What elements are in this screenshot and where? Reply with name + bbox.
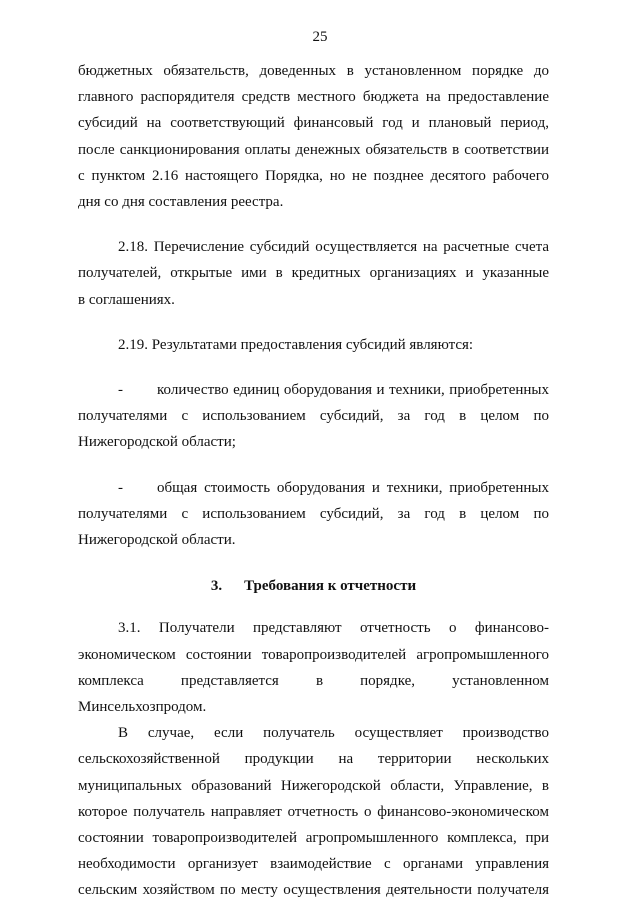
text-line: 2.18. Перечисление субсидий осуществляется на расчетные счета	[118, 239, 549, 256]
list-item-quantity	[78, 377, 549, 456]
text-line: получателями с использованием субсидий, за год в целом по	[78, 505, 549, 522]
paragraph-3-1	[78, 615, 549, 720]
text-line: с пунктом 2.16 настоящего Порядка, но не позднее десятого рабочего	[78, 167, 549, 184]
text-line: Минсельхозпродом.	[78, 699, 207, 716]
text-line: которое получатель направляет отчетность о финансово-экономическом	[78, 803, 549, 820]
text-line: 3.1. Получатели представляют отчетность о финансово-	[118, 620, 549, 637]
text-line: сельскохозяйственной продукции на территории нескольких	[78, 751, 549, 768]
text-line: получателей, открытые ими в кредитных организациях и указанные	[78, 265, 549, 282]
text-line: муниципальных образований Нижегородской области, Управление, в	[78, 777, 549, 794]
text-line: главного распорядителя средств местного бюджета на предоставление	[78, 89, 549, 106]
section-title: Требования к отчетности	[244, 578, 417, 595]
text-line: комплекса представляется в порядке, установленном	[78, 672, 549, 689]
text-line: общая стоимость оборудования и техники, приобретенных	[157, 479, 549, 496]
bullet-dash: -	[118, 479, 123, 496]
text-line: после санкционирования оплаты денежных обязательств в соответствии	[78, 141, 549, 158]
section-number: 3.	[210, 578, 223, 595]
text-line: Нижегородской области;	[78, 434, 236, 451]
document-body	[78, 58, 549, 904]
text-line: состоянии товаропроизводителей агропромышленного комплекса, при	[78, 830, 549, 847]
paragraph-2-18	[78, 234, 549, 313]
text-line: получателями с использованием субсидий, за год в целом по	[78, 408, 549, 425]
list-item-total-cost	[78, 475, 549, 554]
text-line: бюджетных обязательств, доведенных в установленном порядке до	[78, 63, 549, 79]
text-line: в соглашениях.	[78, 291, 175, 308]
paragraph-multiple-municipalities	[78, 720, 549, 903]
text-line: необходимости организует взаимодействие с органами управления	[78, 856, 549, 873]
section-heading	[78, 573, 549, 599]
text-line: экономическом состоянии товаропроизводителей агропромышленного	[78, 646, 549, 663]
text-line: сельским хозяйством по месту осуществления деятельности получателя	[78, 882, 549, 899]
text-line: дня со дня составления реестра.	[78, 194, 284, 211]
paragraph-continuation	[78, 58, 549, 215]
text-line: В случае, если получатель осуществляет производство	[118, 725, 549, 742]
page-number: 25	[312, 29, 328, 45]
text-line: Нижегородской области.	[78, 532, 236, 549]
text-line: субсидий на соответствующий финансовый год и плановый период,	[78, 115, 549, 132]
text-line: 2.19. Результатами предоставления субсидий являются:	[118, 336, 474, 353]
bullet-dash: -	[118, 382, 123, 399]
paragraph-2-19	[78, 332, 549, 358]
text-line: количество единиц оборудования и техники, приобретенных	[157, 382, 549, 399]
